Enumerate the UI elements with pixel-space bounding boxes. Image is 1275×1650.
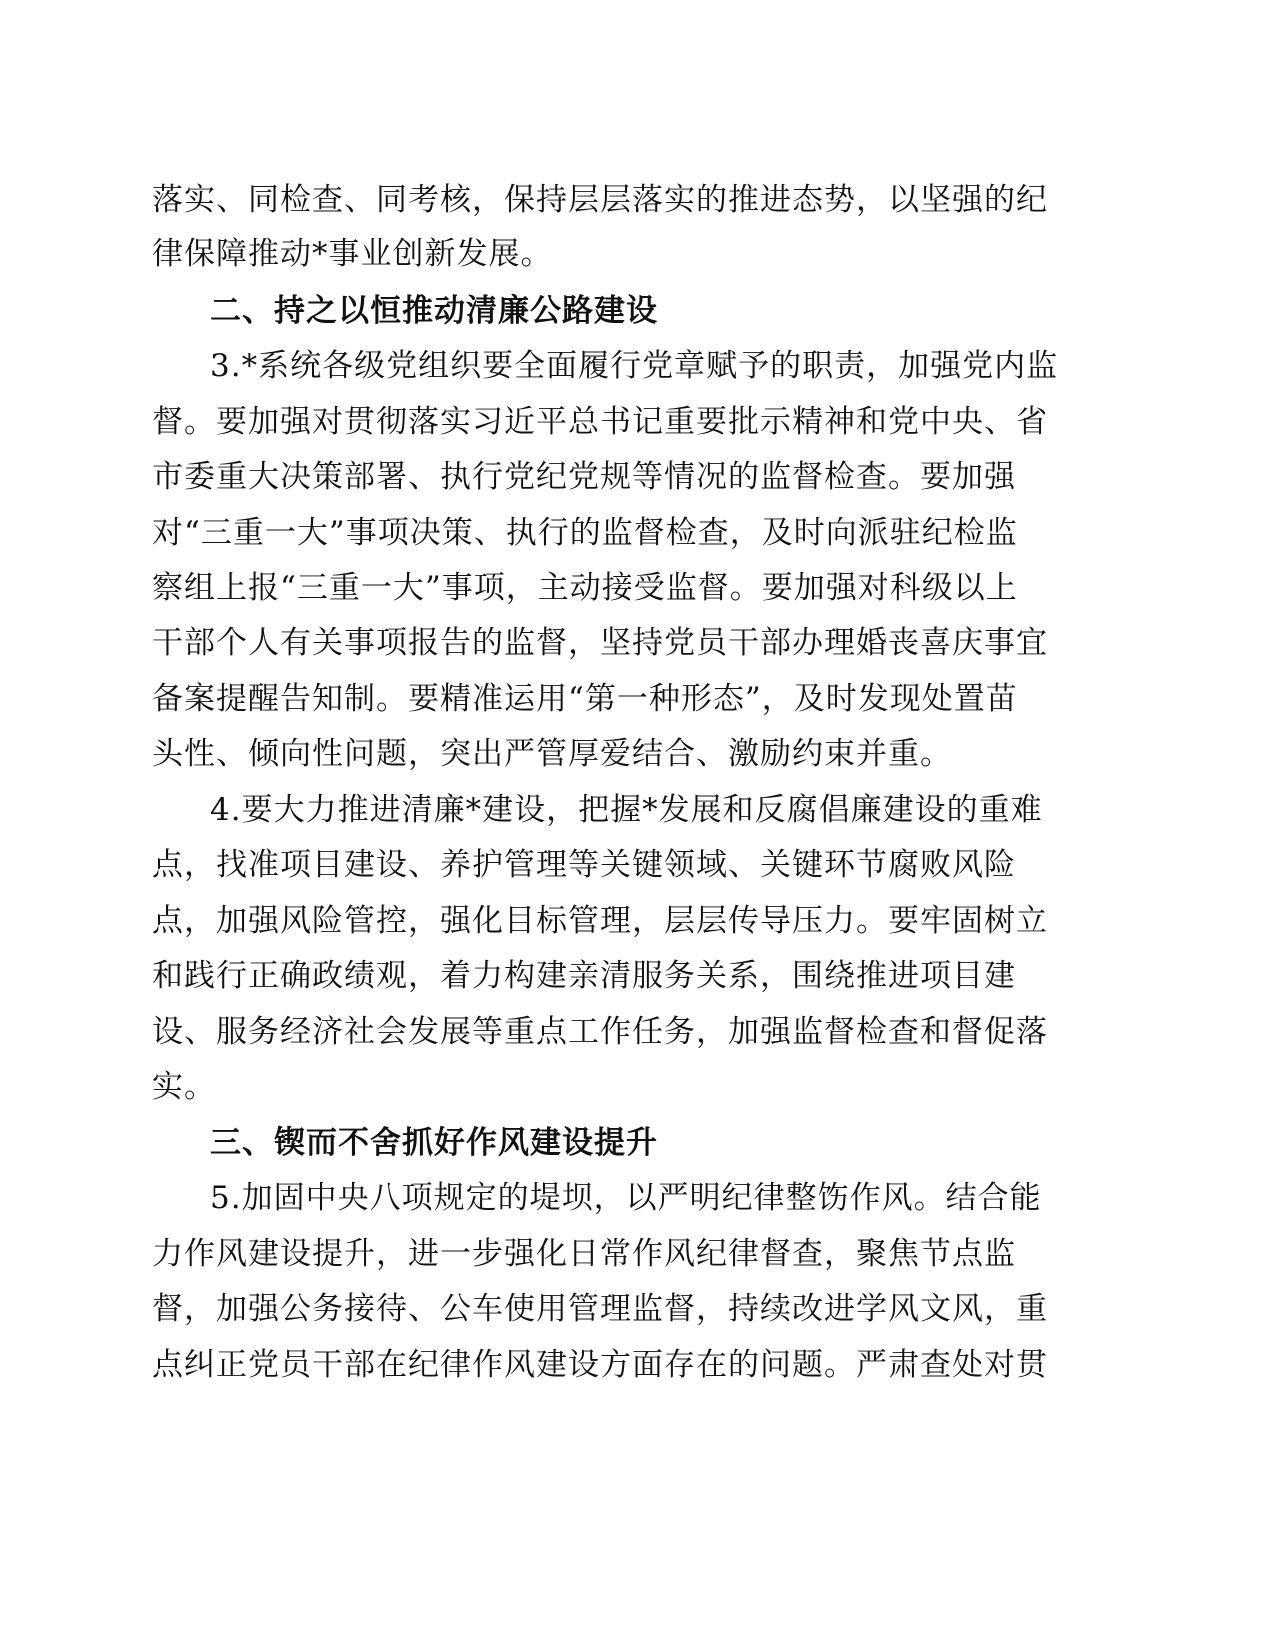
paragraph-line: 设、服务经济社会发展等重点工作任务，加强监督检查和督促落 [152, 1014, 1048, 1050]
paragraph-line: 头性、倾向性问题，突出严管厚爱结合、激励约束并重。 [152, 736, 952, 772]
section-heading-2: 二、持之以恒推动清廉公路建设 [210, 293, 658, 329]
paragraph-line: 市委重大决策部署、执行党纪党规等情况的监督检查。要加强 [152, 459, 1016, 495]
paragraph-line: 5.加固中央八项规定的堤坝，以严明纪律整饬作风。结合能 [210, 1180, 1042, 1216]
paragraph-line: 落实、同检查、同考核，保持层层落实的推进态势，以坚强的纪 [152, 182, 1048, 218]
paragraph-line: 3.*系统各级党组织要全面履行党章赋予的职责，加强党内监 [210, 348, 1059, 384]
paragraph-line: 和践行正确政绩观，着力构建亲清服务关系，围绕推进项目建 [152, 958, 1016, 994]
paragraph-line: 律保障推动*事业创新发展。 [152, 236, 553, 272]
paragraph-line: 点，加强风险管控，强化目标管理，层层传导压力。要牢固树立 [152, 903, 1048, 939]
paragraph-line: 对“三重一大”事项决策、执行的监督检查，及时向派驻纪检监 [152, 515, 1018, 551]
paragraph-line: 察组上报“三重一大”事项，主动接受监督。要加强对科级以上 [152, 570, 1018, 606]
paragraph-line: 点，找准项目建设、养护管理等关键领域、关键环节腐败风险 [152, 847, 1016, 883]
paragraph-line: 督，加强公务接待、公车使用管理监督，持续改进学风文风，重 [152, 1291, 1048, 1327]
paragraph-line: 备案提醒告知制。要精准运用“第一种形态”，及时发现处置苗 [152, 681, 1018, 717]
paragraph-line: 点纠正党员干部在纪律作风建设方面存在的问题。严肃查处对贯 [152, 1347, 1048, 1383]
paragraph-line: 实。 [152, 1069, 216, 1105]
paragraph-line: 4.要大力推进清廉*建设，把握*发展和反腐倡廉建设的重难 [210, 792, 1043, 828]
section-heading-3: 三、锲而不舍抓好作风建设提升 [210, 1125, 658, 1161]
paragraph-line: 督。要加强对贯彻落实习近平总书记重要批示精神和党中央、省 [152, 404, 1048, 440]
paragraph-line: 干部个人有关事项报告的监督，坚持党员干部办理婚丧喜庆事宜 [152, 625, 1048, 661]
paragraph-line: 力作风建设提升，进一步强化日常作风纪律督查，聚焦节点监 [152, 1236, 1016, 1272]
